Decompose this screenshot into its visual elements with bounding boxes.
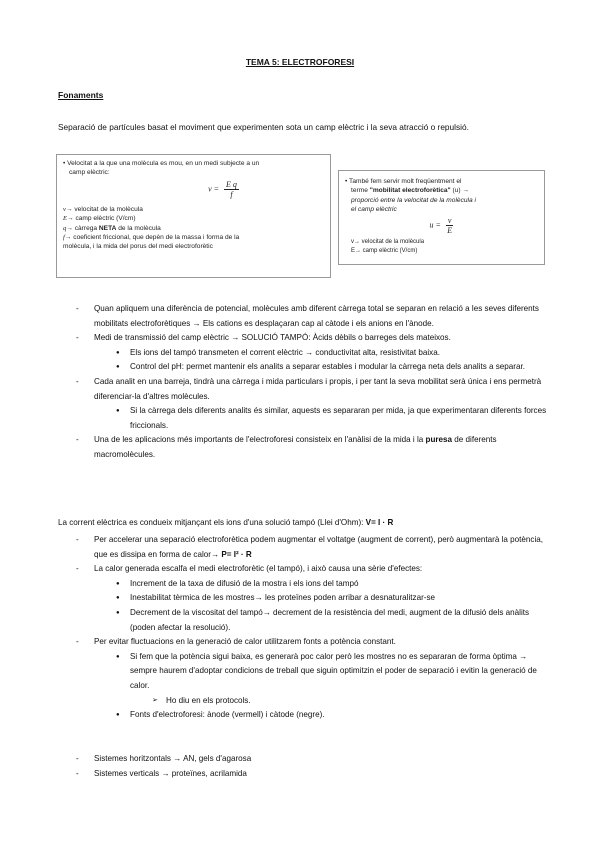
list-item: ● Increment de la taxa de difusió de la mostra i els ions del tampó [58, 577, 548, 592]
formula-denominator: E [447, 225, 453, 235]
def-line: v→ velocitat de la molècula [351, 238, 425, 245]
list-item: ● Decrement de la viscositat del tampó→ decrement de la resistència del medi, augment de la difusió dels anàlits (poden afectar la resolució). [58, 606, 548, 635]
list-item-text: de diferents macromolècules. [94, 435, 497, 459]
list-item: ● Fonts d'electroforesi: ànode (vermell) i càtode (negre). [58, 708, 548, 723]
formula-lhs: v = [208, 184, 220, 194]
def-line [63, 214, 324, 223]
list-item: - Cada analit en una barreja, tindrà una càrrega i mida particulars i propis, i per tant la seva mobilitat serà única i ens permetrà diferenciar-la d'altres molècules. [58, 375, 548, 404]
box1-line: • Velocitat a la que una molècula es mou, en un medi subjecte a un [63, 160, 260, 167]
velocity-formula [63, 180, 324, 199]
systems-list [58, 752, 548, 781]
def-line [63, 233, 324, 242]
ohm-law-formula: V= I · R [365, 518, 394, 527]
box1-line: camp elèctric: [69, 169, 110, 177]
page-title: TEMA 5: ELECTROFORESI [245, 57, 355, 67]
list-item: - Quan apliquem una diferència de potencial, molècules amb diferent càrrega total se separan en relació a les seves diferents mobilitats electroforètiques → Els cations es desplaçaran cap al càtode i els anions en l'ànode. [58, 302, 548, 331]
def-line: E→ camp elèctric (V/cm) [351, 248, 418, 255]
list-item: - Sistemes horitzontals → AN, gels d'agarosa [58, 752, 548, 767]
formula-fraction [446, 216, 454, 235]
formula-denominator: f [230, 189, 233, 199]
formula-fraction [224, 180, 239, 199]
box2-bold: "mobilitat electroforètica" [369, 187, 451, 195]
def-bold: NETA [98, 224, 117, 232]
intro-paragraph: Separació de partícules basat el moviment que experimenten sota un camp elèctric i la seva atracció o repulsió. [58, 122, 469, 132]
list-item: ➢ Ho diu en els protocols. [58, 694, 548, 709]
list-item-text: Per accelerar una separació electroforètica podem augmentar el voltatge (augment de corrent), però augmentarà la potència, que es dissipa en forma de calor→ [94, 535, 544, 559]
paragraph-text: La corrent elèctrica es condueix mitjançant els ions d'una solució tampó (Llei d'Ohm): [58, 518, 366, 527]
list-item: - Per evitar fluctuacions en la generació de calor utilitzarem fonts a potència constant. [58, 635, 548, 650]
box2-text: terme [351, 187, 370, 195]
def-text: de la molècula [116, 224, 161, 232]
def-line: molècula, i la mida del porus del medi electroforètic [63, 243, 213, 251]
def-text: → coeficient friccional, que depèn de la massa i forma de la [64, 234, 240, 242]
box2-line: proporció entre la velocitat de la molècula i [351, 196, 476, 204]
mobility-formula [345, 216, 538, 235]
formula-lhs: u = [429, 219, 441, 229]
list-item: ● Si la càrrega dels diferents analits és similar, aquests es separaran per mida, ja que experimentaran diferents forces friccionals. [58, 404, 548, 433]
section-heading: Fonaments [58, 90, 104, 100]
def-line [63, 205, 324, 214]
def-line [63, 224, 324, 233]
heat-effects-list [58, 533, 548, 723]
box2-line: el camp elèctric [351, 206, 397, 214]
list-item: - Medi de transmissió del camp elèctric → SOLUCIÓ TAMPÓ: Àcids dèbils o barreges dels mateixos. [58, 331, 548, 346]
list-item: ● Control del pH: permet mantenir els analits a separar estables i modular la càrrega neta dels analits a separar. [58, 360, 548, 375]
ohm-law-paragraph [58, 518, 548, 527]
list-item [58, 433, 548, 462]
def-symbol: q [63, 224, 67, 232]
def-symbol: f [63, 234, 65, 242]
list-item: - Sistemes verticals → proteïnes, acrilamida [58, 767, 548, 782]
def-symbol: E [63, 215, 68, 223]
def-text: → càrrega [66, 224, 99, 232]
list-item-bold: puresa [425, 435, 453, 445]
formula-numerator: E q [226, 179, 237, 189]
list-item [58, 533, 548, 562]
list-item: ● Els ions del tampó transmeten el corrent elèctric → conductivitat alta, resistivitat baixa. [58, 346, 548, 361]
def-text: → camp elèctric (V/cm) [67, 215, 136, 223]
power-formula: P= I² · R [221, 549, 252, 559]
def-text: → velocitat de la molècula [65, 205, 143, 213]
list-item: ● Inestabilitat tèrmica de les mostres→ les proteïnes poden arribar a desnaturalitzar-se [58, 591, 548, 606]
box2-line: • També fem servir molt freqüentment el [345, 178, 462, 185]
velocity-figure-box [56, 154, 331, 278]
box2-line [345, 186, 538, 195]
list-item: - La calor generada escalfa el medi electroforètic (el tampó), i això causa una sèrie d'efectes: [58, 562, 548, 577]
box2-text: (u) → [450, 187, 470, 195]
def-symbol: v [63, 205, 66, 213]
mobility-figure-box [338, 170, 545, 265]
list-item: ● Si fem que la potència sigui baixa, es generarà poc calor però les mostres no es separaran de forma òptima → sempre haurem d'adoptar condicions de treball que siguin optimitzin el poder de separació i evitin la generació de calor. [58, 650, 548, 694]
fundamentals-list [58, 302, 548, 463]
formula-numerator: v [447, 215, 452, 225]
list-item-text: Una de les aplicacions més importants de l'electroforesi consisteix en l'anàlisi de la mida i la [94, 435, 426, 445]
